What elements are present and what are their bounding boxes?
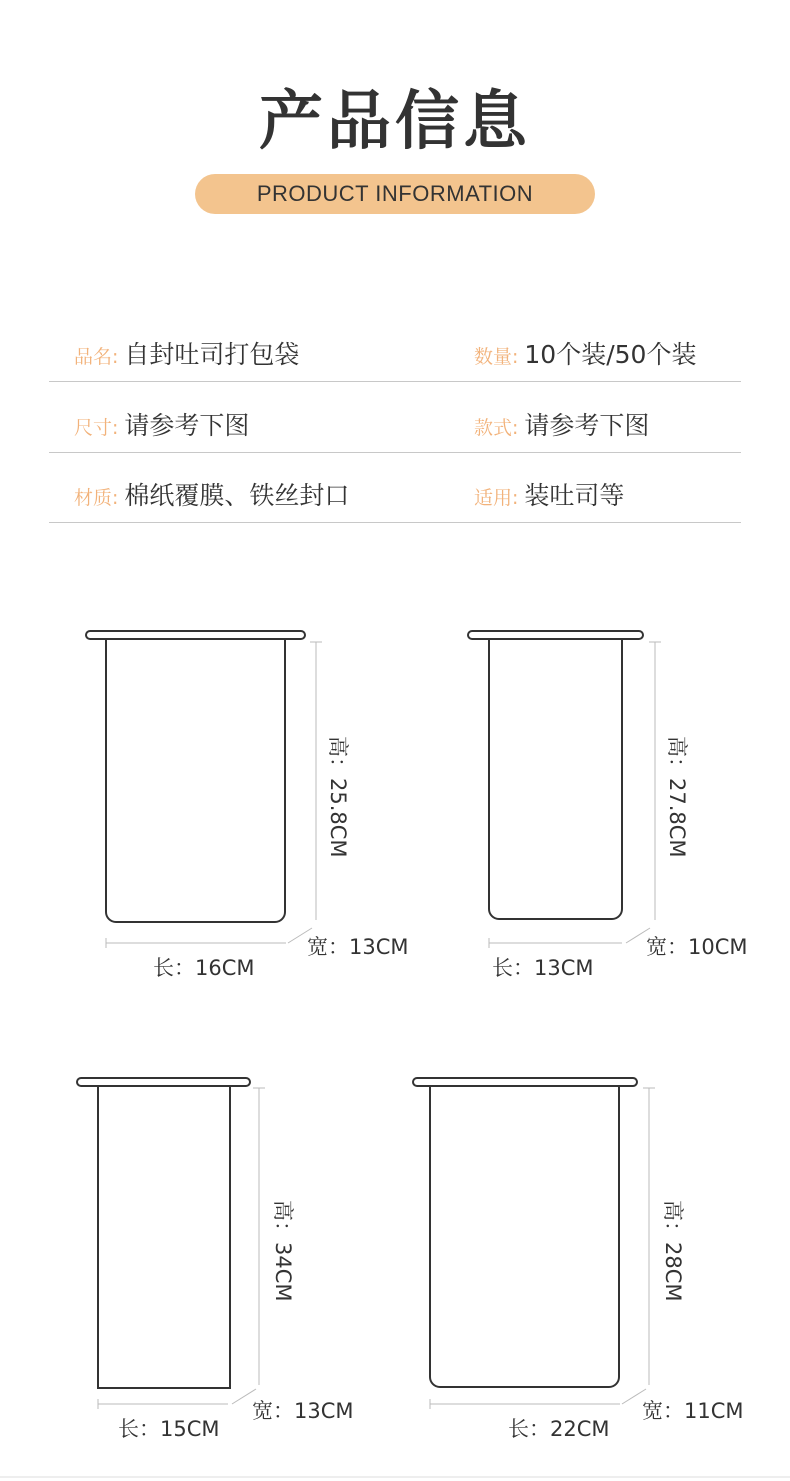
bag-outline [489, 639, 622, 919]
info-value: 10个装/50个装 [524, 340, 697, 369]
bag-outline [98, 1086, 230, 1388]
page-title: 产品信息 [259, 85, 531, 159]
bag-diagram-1 [86, 631, 409, 980]
info-value: 自封吐司打包袋 [124, 340, 300, 369]
bag-outline [430, 1086, 619, 1387]
info-label: 尺寸: [74, 417, 119, 439]
width-label: 宽：13CM [307, 935, 409, 959]
info-label: 款式: [474, 417, 519, 439]
height-label: 高：27.8CM [665, 736, 689, 858]
info-value: 装吐司等 [524, 481, 625, 510]
bag-outline [106, 639, 285, 922]
subtitle-text: PRODUCT INFORMATION [256, 181, 534, 206]
height-label: 高：25.8CM [326, 736, 350, 858]
bag-diagram-2 [468, 631, 748, 980]
info-value: 请参考下图 [124, 411, 250, 440]
width-label: 宽：13CM [252, 1399, 354, 1423]
length-label: 长：16CM [153, 956, 255, 980]
width-label: 宽：11CM [642, 1399, 744, 1423]
width-label: 宽：10CM [646, 935, 748, 959]
length-label: 长：15CM [118, 1417, 220, 1441]
info-value: 请参考下图 [524, 411, 650, 440]
bag-seal-strip [86, 631, 305, 639]
bag-seal-strip [468, 631, 643, 639]
info-label: 适用: [474, 487, 519, 509]
info-label: 数量: [474, 346, 519, 368]
bag-diagram-4 [413, 1078, 744, 1441]
bottom-divider [0, 1476, 790, 1478]
length-label: 长：13CM [492, 956, 594, 980]
info-label: 材质: [74, 487, 119, 509]
bag-diagram-3 [77, 1078, 354, 1441]
bag-seal-strip [77, 1078, 250, 1086]
length-label: 长：22CM [508, 1417, 610, 1441]
bag-seal-strip [413, 1078, 637, 1086]
info-label: 品名: [74, 346, 119, 368]
info-value: 棉纸覆膜、铁丝封口 [124, 481, 350, 510]
height-label: 高：34CM [271, 1200, 295, 1302]
height-label: 高：28CM [661, 1200, 685, 1302]
